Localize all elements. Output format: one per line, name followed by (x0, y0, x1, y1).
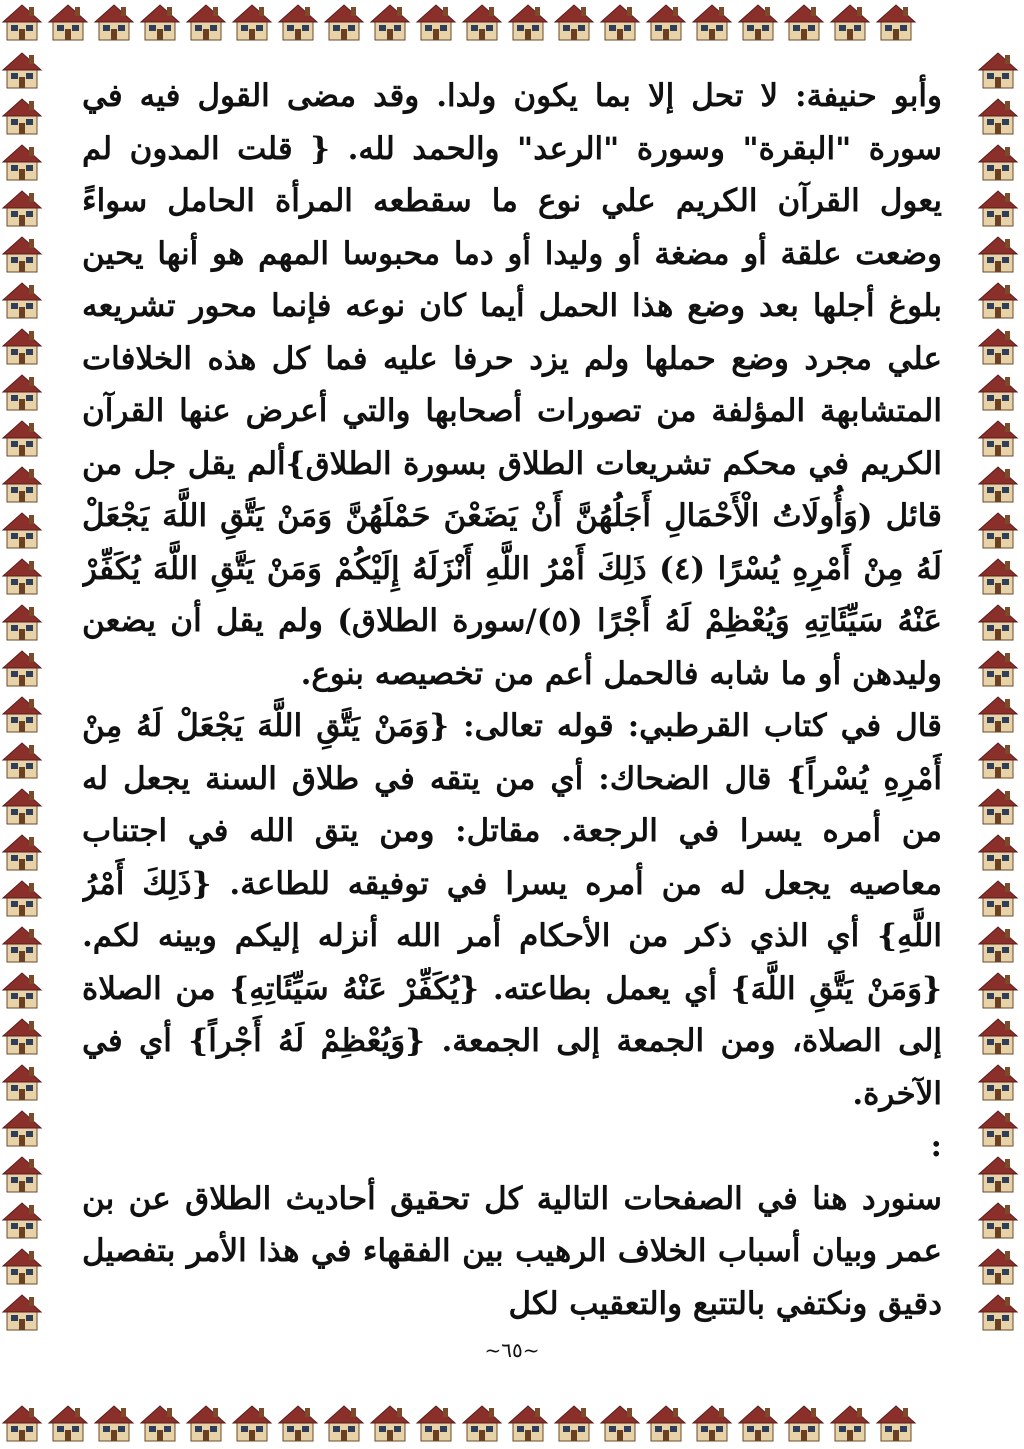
house-icon (46, 0, 90, 44)
house-icon (976, 462, 1020, 506)
house-icon (976, 140, 1020, 184)
house-icon (976, 738, 1020, 782)
house-icon (782, 1401, 826, 1445)
house-icon (0, 48, 44, 92)
house-icon (0, 1198, 44, 1242)
house-icon (552, 1401, 596, 1445)
house-icon (0, 784, 44, 828)
house-icon (460, 1401, 504, 1445)
house-icon (976, 1060, 1020, 1104)
house-icon (184, 1401, 228, 1445)
house-icon (0, 324, 44, 368)
house-icon (414, 0, 458, 44)
house-icon (0, 1152, 44, 1196)
house-icon (322, 0, 366, 44)
house-icon (0, 968, 44, 1012)
house-icon (976, 416, 1020, 460)
house-icon (874, 0, 918, 44)
house-icon (92, 0, 136, 44)
house-icon (0, 646, 44, 690)
house-icon (46, 1401, 90, 1445)
house-icon (976, 278, 1020, 322)
house-icon (0, 600, 44, 644)
house-icon (0, 370, 44, 414)
house-icon (0, 508, 44, 552)
house-icon (644, 1401, 688, 1445)
house-icon (976, 1106, 1020, 1150)
house-icon (644, 0, 688, 44)
house-icon (690, 0, 734, 44)
house-icon (0, 876, 44, 920)
house-icon (0, 922, 44, 966)
house-icon (736, 0, 780, 44)
house-icon (976, 1014, 1020, 1058)
house-icon (976, 186, 1020, 230)
house-icon (138, 1401, 182, 1445)
house-icon (0, 1401, 44, 1445)
house-icon (0, 830, 44, 874)
house-icon (782, 0, 826, 44)
house-icon (976, 1244, 1020, 1288)
house-icon (0, 278, 44, 322)
house-icon (976, 508, 1020, 552)
house-icon (976, 324, 1020, 368)
house-icon (276, 0, 320, 44)
house-icon (598, 1401, 642, 1445)
house-icon (0, 140, 44, 184)
house-icon (0, 554, 44, 598)
house-icon (976, 876, 1020, 920)
house-icon (828, 0, 872, 44)
house-icon (184, 0, 228, 44)
house-icon (0, 1106, 44, 1150)
paragraph-3: : (930, 1128, 942, 1164)
house-icon (368, 1401, 412, 1445)
house-icon (0, 0, 44, 44)
house-icon (368, 0, 412, 44)
house-icon (976, 830, 1020, 874)
right-border (976, 48, 1024, 1401)
page-body (82, 70, 942, 1340)
house-icon (976, 94, 1020, 138)
house-icon (598, 0, 642, 44)
paragraph-2: قال في كتاب القرطبي: قوله تعالى: {وَمَنْ يَتَّقِ اللَّهَ يَجْعَلْ لَهُ مِنْ أَمْرِهِ يُسْراً} قال الضحاك: أي من يتقه في طلاق السنة يجعل له من أمره يسرا في الرجعة. مقاتل: ومن يتق الله في اجتناب معاصيه يجعل له من أمره يسرا في توفيقه للطاعة. {ذَلِكَ أَمْرُ اللَّهِ} أي الذي ذكر من الأحكام أمر الله أنزله إليكم وبينه لكم. {وَمَنْ يَتَّقِ اللَّهَ} أي يعمل بطاعته. {يُكَفِّرْ عَنْهُ سَيِّئَاتِهِ} من الصلاة إلى الصلاة، ومن الجمعة إلى الجمعة. {وَيُعْظِمْ لَهُ أَجْراً} أي في الآخرة. (82, 708, 942, 1112)
house-icon (976, 692, 1020, 736)
house-icon (0, 1290, 44, 1334)
house-icon (506, 0, 550, 44)
house-icon (0, 692, 44, 736)
house-icon (92, 1401, 136, 1445)
house-icon (0, 1014, 44, 1058)
house-icon (0, 186, 44, 230)
house-icon (506, 1401, 550, 1445)
house-icon (828, 1401, 872, 1445)
house-icon (976, 232, 1020, 276)
page-number: ~٦٥~ (484, 1338, 540, 1362)
bottom-border (0, 1401, 1024, 1449)
house-icon (322, 1401, 366, 1445)
house-icon (976, 600, 1020, 644)
paragraph-1: وأبو حنيفة: لا تحل إلا بما يكون ولدا. وقد مضى القول فيه في سورة "البقرة" وسورة "الرعد" والحمد لله. { قلت المدون لم يعول القرآن الكريم علي نوع ما سقطعه المرأة الحامل سواءً وضعت علقة أو مضغة أو وليدا أو دما محبوسا المهم هو أنها يحين بلوغ أجلها بعد وضع هذا الحمل أيما كان نوعه فإنما محور تشريعه علي مجرد وضع حملها ولم يزد حرفا عليه فما كل هذه الخلافات المتشابهة المؤلفة من تصورات أصحابها والتي أعرض عنها القرآن الكريم في محكم تشريعات الطلاق بسورة الطلاق}ألم يقل جل من قائل (وَأُولَاتُ الْأَحْمَالِ أَجَلُهُنَّ أَنْ يَضَعْنَ حَمْلَهُنَّ وَمَنْ يَتَّقِ اللَّهَ يَجْعَلْ لَهُ مِنْ أَمْرِهِ يُسْرًا (٤) ذَلِكَ أَمْرُ اللَّهِ أَنْزَلَهُ إِلَيْكُمْ وَمَنْ يَتَّقِ اللَّهَ يُكَفِّرْ عَنْهُ سَيِّئَاتِهِ وَيُعْظِمْ لَهُ أَجْرًا (٥)/سورة الطلاق) ولم يقل أن يضعن وليدهن أو ما شابه فالحمل أعم من تخصيصه بنوع. (82, 78, 942, 692)
house-icon (976, 554, 1020, 598)
house-icon (0, 462, 44, 506)
house-icon (230, 1401, 274, 1445)
house-icon (230, 0, 274, 44)
house-icon (460, 0, 504, 44)
house-icon (976, 968, 1020, 1012)
house-icon (976, 922, 1020, 966)
house-icon (976, 48, 1020, 92)
house-icon (736, 1401, 780, 1445)
paragraph-4: سنورد هنا في الصفحات التالية كل تحقيق أحاديث الطلاق عن بن عمر وبيان أسباب الخلاف الرهيب بين الفقهاء في هذا الأمر بتفصيل دقيق ونكتفي بالتتبع والتعقيب لكل (82, 1180, 942, 1322)
house-icon (976, 784, 1020, 828)
house-icon (0, 94, 44, 138)
house-icon (138, 0, 182, 44)
house-icon (0, 1244, 44, 1288)
house-icon (0, 1060, 44, 1104)
house-icon (690, 1401, 734, 1445)
house-icon (0, 738, 44, 782)
house-icon (976, 370, 1020, 414)
house-icon (0, 232, 44, 276)
left-border (0, 48, 48, 1401)
house-icon (976, 1152, 1020, 1196)
house-icon (552, 0, 596, 44)
house-icon (976, 1290, 1020, 1334)
house-icon (976, 1198, 1020, 1242)
house-icon (874, 1401, 918, 1445)
house-icon (276, 1401, 320, 1445)
house-icon (0, 416, 44, 460)
house-icon (976, 646, 1020, 690)
house-icon (414, 1401, 458, 1445)
top-border (0, 0, 1024, 48)
